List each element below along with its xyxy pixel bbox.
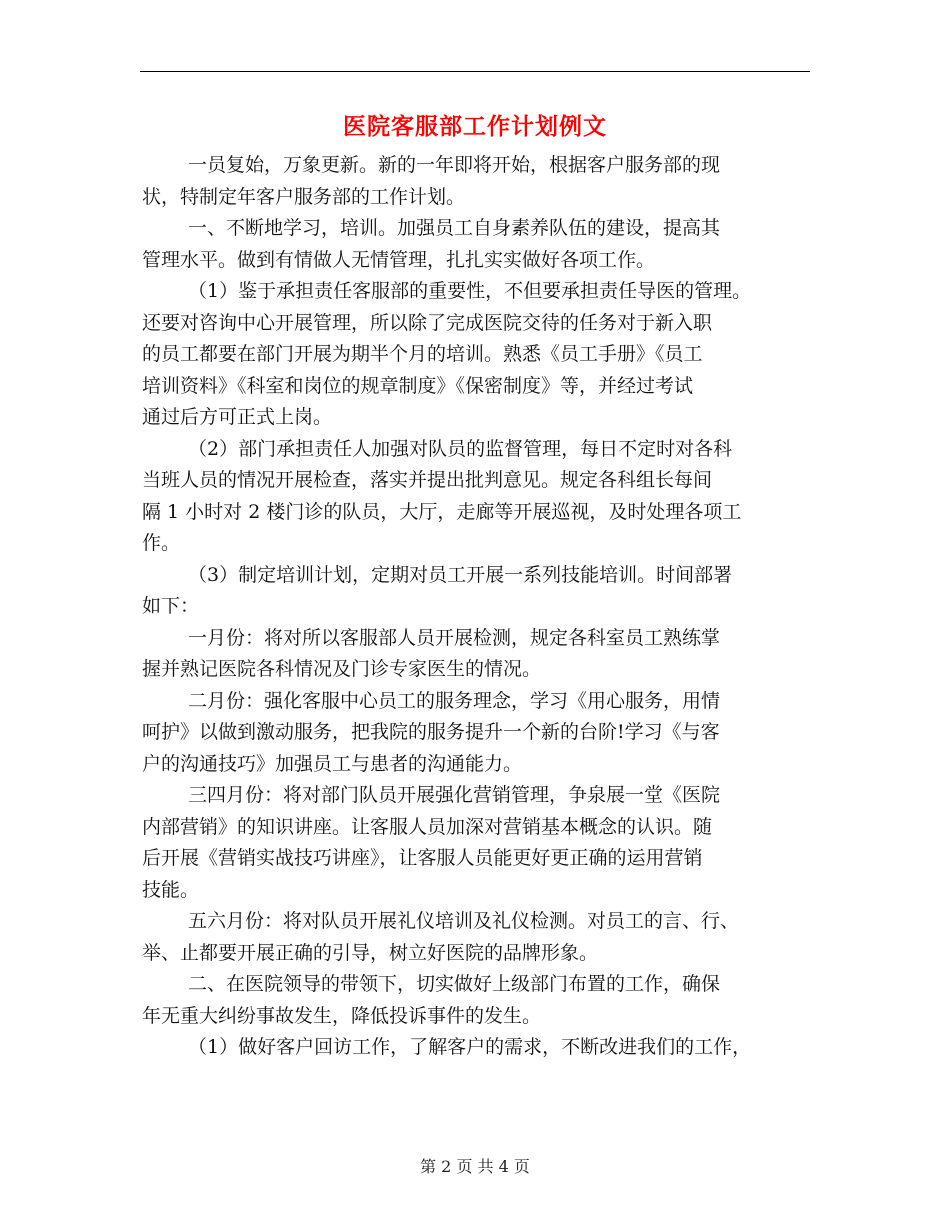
body-line: 技能。 xyxy=(142,878,200,901)
body-line: 培训资料》《科室和岗位的规章制度》《保密制度》等，并经过考试 xyxy=(142,374,694,397)
page-number-label: 第 2 页 共 4 页 xyxy=(420,1157,530,1176)
body-line: 如下： xyxy=(142,595,200,617)
body-line: 呵护》以做到激动服务，把我院的服务提升一个新的台阶!学习《与客 xyxy=(142,721,720,743)
body-line: （1）鉴于承担责任客服部的重要性，不但要承担责任导医的管理。 xyxy=(188,280,752,302)
body-line: （1）做好客户回访工作，了解客户的需求，不断改进我们的工作， xyxy=(188,1036,752,1058)
body-line: 的员工都要在部门开展为期半个月的培训。熟悉《员工手册》《员工 xyxy=(142,343,703,365)
body-line: 年无重大纠纷事故发生，降低投诉事件的发生。 xyxy=(142,1004,542,1027)
body-line: 后开展《营销实战技巧讲座》，让客服人员能更好更正确的运用营销 xyxy=(142,847,703,869)
body-line: 户的沟通技巧》加强员工与患者的沟通能力。 xyxy=(142,752,523,775)
body-line: 通过后方可正式上岗。 xyxy=(142,406,333,428)
body-line: 作。 xyxy=(142,532,181,554)
body-line: 还要对咨询中心开展管理，所以除了完成医院交待的任务对于新入职 xyxy=(142,311,713,334)
body-line: 内部营销》的知识讲座。让客服人员加深对营销基本概念的认识。随 xyxy=(142,815,713,838)
body-line: 举、止都要开展正确的引导，树立好医院的品牌形象。 xyxy=(142,941,599,964)
header-rule xyxy=(140,71,810,72)
body-line: 一、不断地学习，培训。加强员工自身素养队伍的建设，提高其 xyxy=(188,217,721,239)
body-line: （3）制定培训计划，定期对员工开展一系列技能培训。时间部署 xyxy=(188,563,733,586)
body-line: 隔 1 小时对 2 楼门诊的队员，大厅，走廊等开展巡视，及时处理各项工 xyxy=(142,500,742,523)
body-line: 当班人员的情况开展检查，落实并提出批判意见。规定各科组长每间 xyxy=(142,469,713,491)
body-line: （2）部门承担责任人加强对队员的监督管理，每日不定时对各科 xyxy=(188,437,733,460)
page-footer xyxy=(0,1154,950,1177)
body-line: 五六月份：将对队员开展礼仪培训及礼仪检测。对员工的言、行、 xyxy=(188,910,740,932)
body-line: 二、在医院领导的带领下，切实做好上级部门布置的工作，确保 xyxy=(188,973,721,995)
body-line: 二月份：强化客服中心员工的服务理念，学习《用心服务，用情 xyxy=(188,689,721,712)
document-body xyxy=(142,150,814,1064)
body-line: 管理水平。做到有情做人无情管理，扎扎实实做好各项工作。 xyxy=(142,248,656,271)
body-line: 一员复始，万象更新。新的一年即将开始，根据客户服务部的现 xyxy=(188,154,721,176)
body-line: 握并熟记医院各科情况及门诊专家医生的情况。 xyxy=(142,658,542,680)
body-line: 一月份：将对所以客服部人员开展检测，规定各科室员工熟练掌 xyxy=(188,626,721,649)
body-line: 三四月份：将对部门队员开展强化营销管理，争泉展一堂《医院 xyxy=(188,784,721,806)
body-line: 状，特制定年客户服务部的工作计划。 xyxy=(142,185,466,208)
document-title: 医院客服部工作计划例文 xyxy=(343,113,607,140)
